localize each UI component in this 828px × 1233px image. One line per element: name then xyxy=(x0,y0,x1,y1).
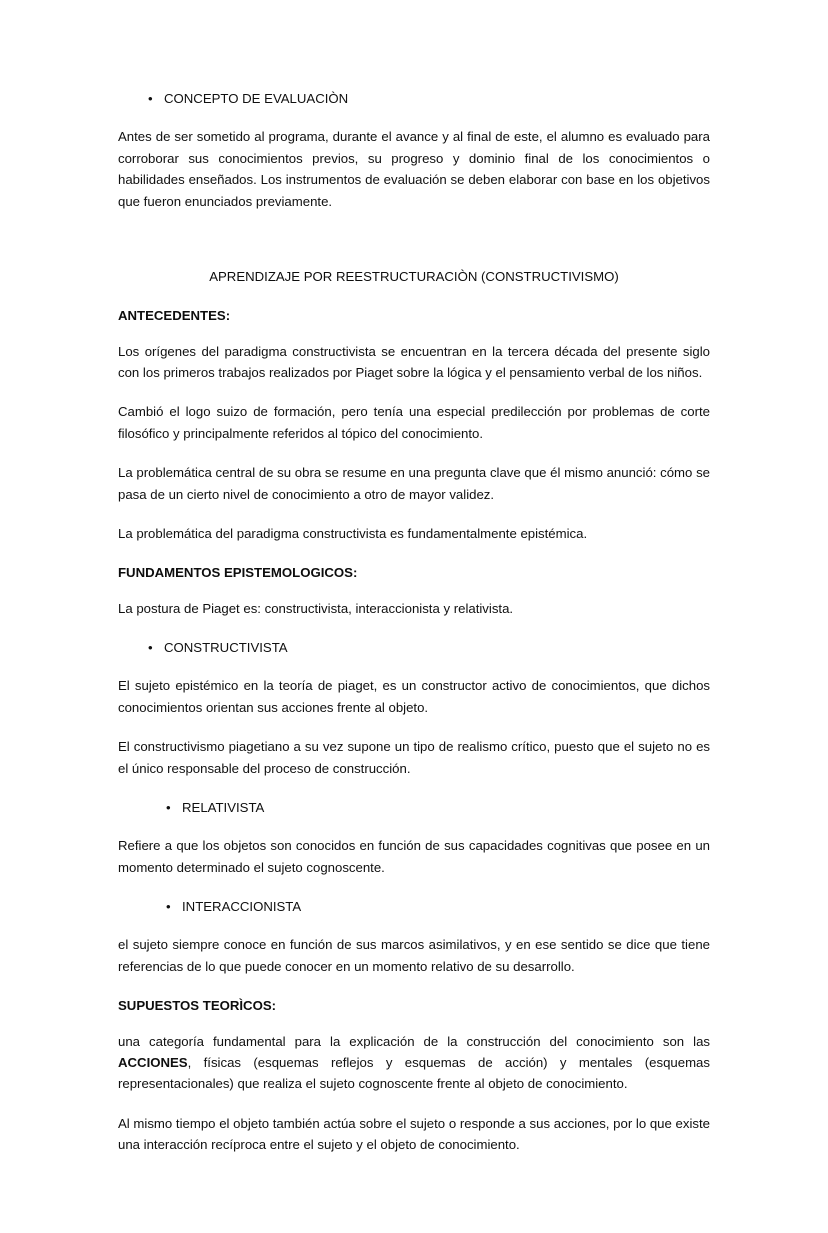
list-item-label: RELATIVISTA xyxy=(182,799,265,815)
paragraph-text-before: una categoría fundamental para la explicación de la construcción del conocimiento son las xyxy=(118,1033,710,1049)
paragraph: La problemática central de su obra se resume en una pregunta clave que él mismo anunció: cómo se pasa de un cierto nivel de conocimiento a otro de mayor validez. xyxy=(118,465,710,502)
emphasis-acciones: ACCIONES xyxy=(118,1054,188,1070)
paragraph-text-after: , físicas (esquemas reflejos y esquemas de acción) y mentales (esquemas representacionales) que realiza el sujeto cognoscente frente al objeto de conocimiento. xyxy=(118,1054,710,1092)
paragraph: La postura de Piaget es: constructivista, interaccionista y relativista. xyxy=(118,600,514,616)
paragraph: Cambió el logo suizo de formación, pero tenía una especial predilección por problemas de corte filosófico y principalmente referidos al tópico del conocimiento. xyxy=(118,404,710,441)
list-item xyxy=(118,637,710,658)
bullet-icon: • xyxy=(166,799,171,815)
section-title: APRENDIZAJE POR REESTRUCTURACIÒN (CONSTRUCTIVISMO) xyxy=(209,268,619,284)
paragraph-acciones xyxy=(118,1031,710,1095)
list-item-label: CONCEPTO DE EVALUACIÒN xyxy=(164,91,349,106)
paragraph: La problemática del paradigma constructivista es fundamentalmente epistémica. xyxy=(118,525,588,541)
heading-supuestos: SUPUESTOS TEORÌCOS: xyxy=(118,998,277,1014)
paragraph: El constructivismo piagetiano a su vez supone un tipo de realismo crítico, puesto que el sujeto no es el único responsable del proceso de construcción. xyxy=(118,739,710,776)
heading-antecedentes: ANTECEDENTES: xyxy=(118,308,231,324)
bullet-icon: • xyxy=(148,640,153,655)
paragraph: el sujeto siempre conoce en función de sus marcos asimilativos, y en ese sentido se dice que tiene referencias de lo que puede conocer en un momento relativo de su desarrollo. xyxy=(118,937,710,974)
list-item xyxy=(118,896,710,917)
section-spacer xyxy=(118,230,710,266)
paragraph: El sujeto epistémico en la teoría de piaget, es un constructor activo de conocimientos, que dichos conocimientos orientan sus acciones frente al objeto. xyxy=(118,678,710,715)
paragraph: Los orígenes del paradigma constructivista se encuentran en la tercera década del presente siglo con los primeros trabajos realizados por Piaget sobre la lógica y el pensamiento verbal de los niños. xyxy=(118,343,710,380)
list-item xyxy=(118,88,710,109)
bullet-icon: • xyxy=(148,91,153,106)
document-body xyxy=(118,88,710,1155)
heading-fundamentos: FUNDAMENTOS EPISTEMOLOGICOS: xyxy=(118,565,358,581)
paragraph: Refiere a que los objetos son conocidos en función de sus capacidades cognitivas que posee en un momento determinado el sujeto cognoscente. xyxy=(118,838,710,875)
paragraph: Antes de ser sometido al programa, durante el avance y al final de este, el alumno es evaluado para corroborar sus conocimientos previos, su progreso y dominio final de los conocimientos o habilidades enseñados. Los instrumentos de evaluación se deben elaborar con base en los objetivos que fueron enunciados previamente. xyxy=(118,129,710,209)
list-item-label: CONSTRUCTIVISTA xyxy=(164,640,288,655)
list-item-label: INTERACCIONISTA xyxy=(182,899,302,914)
list-item xyxy=(118,797,710,818)
paragraph: Al mismo tiempo el objeto también actúa sobre el sujeto o responde a sus acciones, por lo que existe una interacción recíproca entre el sujeto y el objeto de conocimiento. xyxy=(118,1115,710,1152)
bullet-icon: • xyxy=(166,899,171,914)
